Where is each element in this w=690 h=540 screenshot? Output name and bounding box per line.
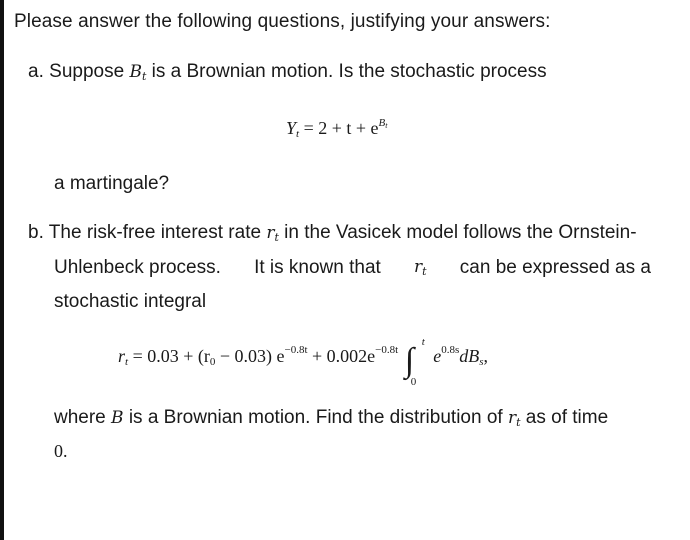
math-B-t: $B_t$	[129, 62, 147, 83]
math-r-t: $r_t$	[266, 223, 279, 244]
equation-vasicek-rate: $r_t = 0.03 + (r_0 - 0.03) e^{-0.8t} + 0.002e^{-0.8t}$ ∫ t 0 $e^{0.8s}dB_s$,	[118, 336, 488, 388]
question-b-line-2: Uhlenbeck process. It is known that $r_t$ can be expressed as a	[54, 257, 651, 278]
question-a-line: a. Suppose $B_t$ is a Brownian motion. Is the stochastic process	[28, 61, 547, 83]
question-b-marker: b.	[28, 222, 44, 243]
question-b-line-5: 0.	[54, 441, 68, 461]
question-b-line-1: b. The risk-free interest rate $r_t$ in the Vasicek model follows the Ornstein-	[28, 222, 637, 244]
instructions-heading: Please answer the following questions, justifying your answers:	[14, 11, 551, 32]
question-a-marker: a.	[28, 61, 44, 82]
math-r-t: $r_t$	[507, 408, 521, 429]
question-b-line-4: where B is a Brownian motion. Find the distribution of $r_t$ as of time	[54, 407, 609, 429]
question-b-line-3: stochastic integral	[54, 291, 207, 312]
question-a-tail: a martingale?	[54, 173, 170, 194]
math-B: B	[111, 408, 124, 428]
equation-y-process: $Y_t = 2 + t + e^{B_t}$	[286, 117, 388, 140]
math-r-t: $r_t$	[414, 257, 427, 278]
integral-sign: ∫ t 0	[404, 336, 425, 388]
left-border	[0, 0, 4, 540]
